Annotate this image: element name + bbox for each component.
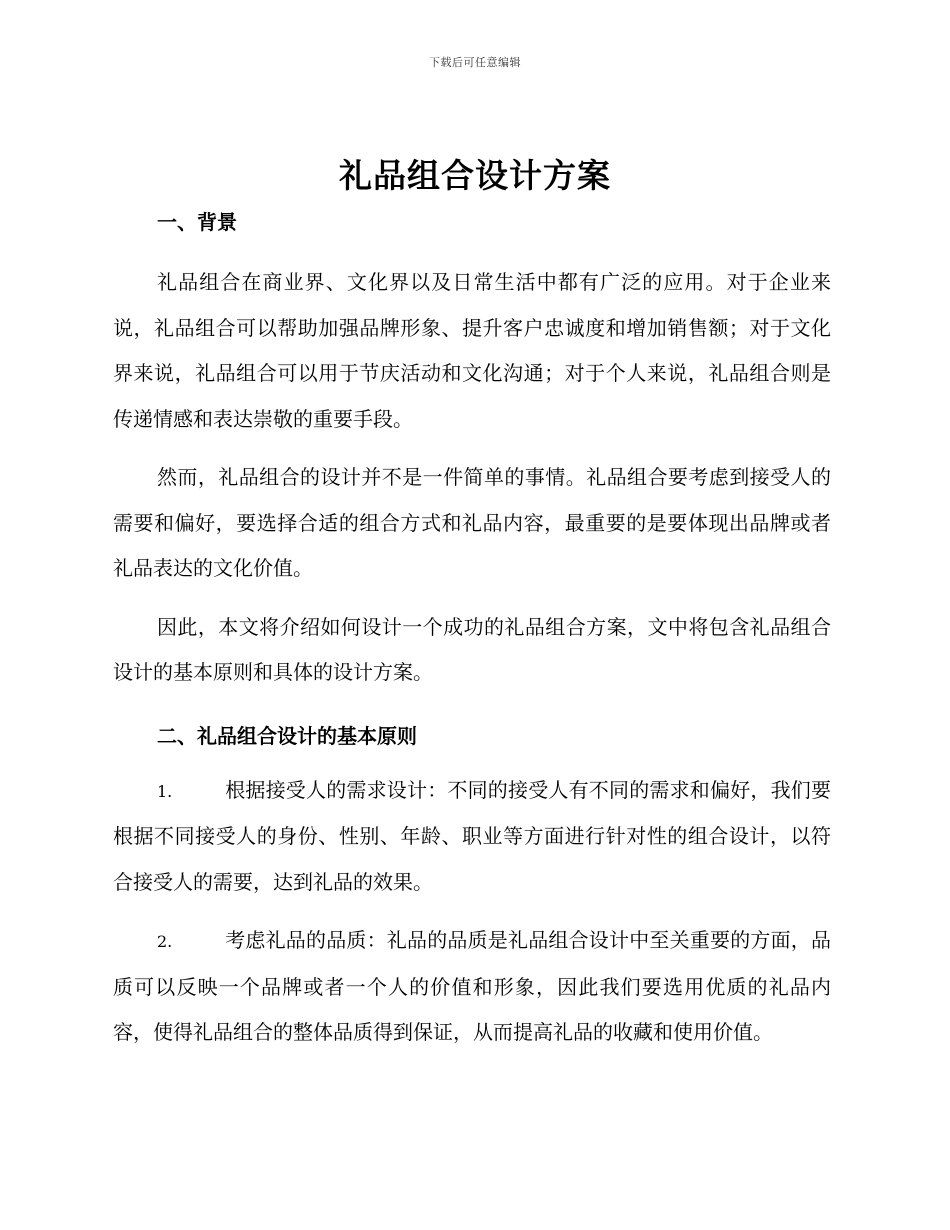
section-heading-principles: 二、礼品组合设计的基本原则 [157, 723, 417, 748]
paragraph: 礼品组合在商业界、文化界以及日常生活中都有广泛的应用。对于企业来说，礼品组合可以帮助加强品牌形象、提升客户忠诚度和增加销售额；对于文化界来说，礼品组合可以用于节庆活动和文化沟通；对于个人来说，礼品组合则是传递情感和表达崇敬的重要手段。 [113, 270, 831, 431]
document-body [113, 203, 831, 1069]
list-item [113, 918, 831, 1056]
paragraph: 然而，礼品组合的设计并不是一件简单的事情。礼品组合要考虑到接受人的需要和偏好，要选择合适的组合方式和礼品内容，最重要的是要体现出品牌或者礼品表达的文化价值。 [113, 465, 831, 580]
list-item-number: 2. [157, 932, 173, 951]
document-title: 礼品组合设计方案 [339, 156, 611, 195]
header-note: 下载后可任意编辑 [429, 56, 521, 69]
list-item-number: 1. [157, 781, 173, 801]
section-heading-background: 一、背景 [157, 210, 237, 234]
list-item-text: 根据接受人的需求设计：不同的接受人有不同的需求和偏好，我们要根据不同接受人的身份、性别、年龄、职业等方面进行针对性的组合设计，以符合接受人的需要，达到礼品的效果。 [113, 777, 831, 894]
paragraph: 因此，本文将介绍如何设计一个成功的礼品组合方案，文中将包含礼品组合设计的基本原则和具体的设计方案。 [113, 614, 831, 684]
list-item [113, 768, 831, 906]
list-item-text: 考虑礼品的品质：礼品的品质是礼品组合设计中至关重要的方面，品质可以反映一个品牌或者一个人的价值和形象，因此我们要选用优质的礼品内容，使得礼品组合的整体品质得到保证，从而提高礼品的收藏和使用价值。 [113, 928, 831, 1044]
